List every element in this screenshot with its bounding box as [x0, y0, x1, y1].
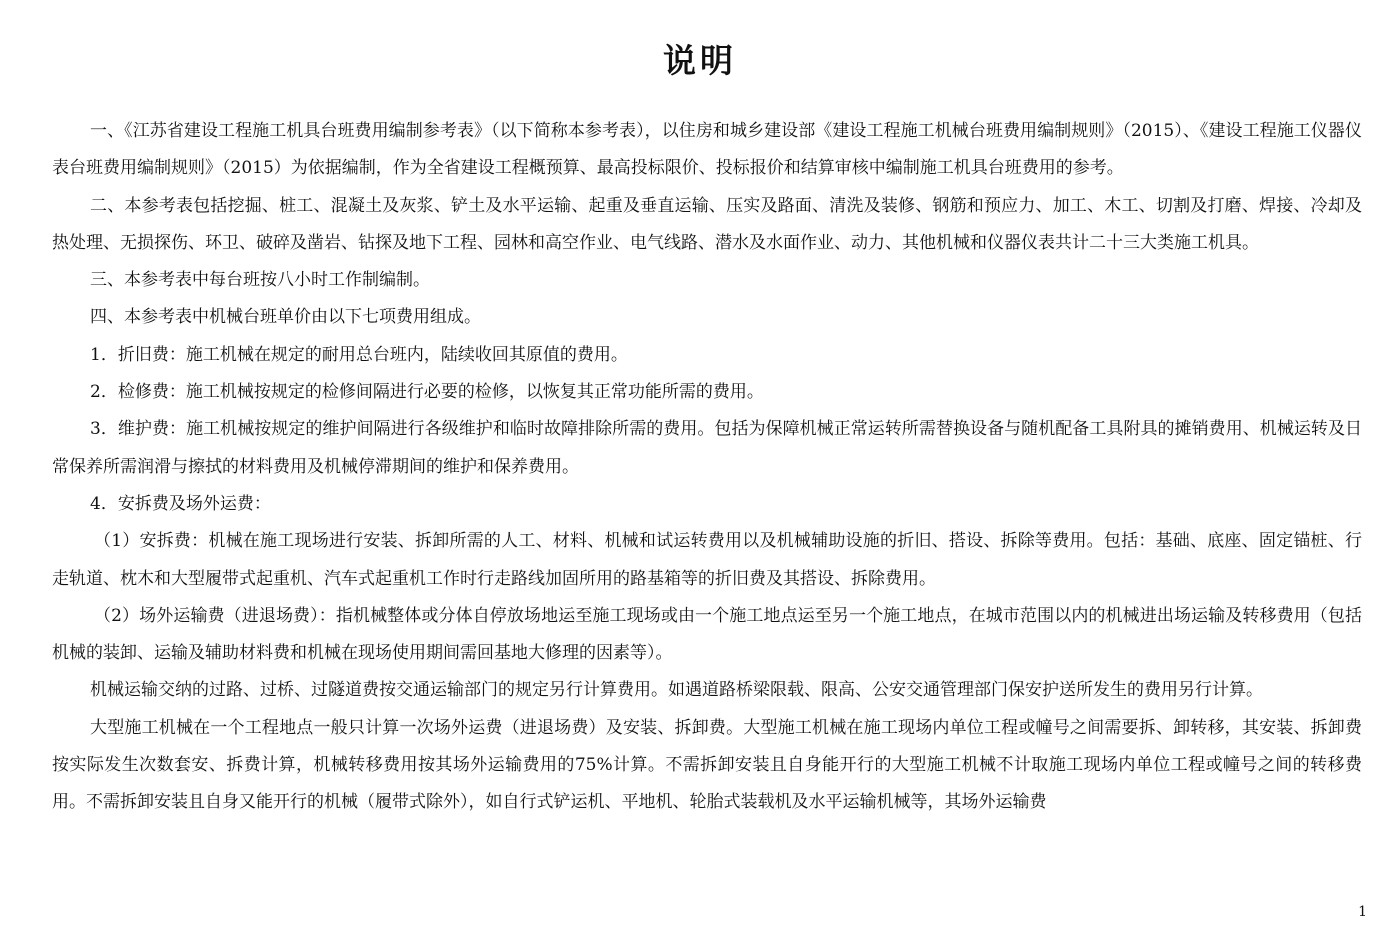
- paragraph-2: 二、本参考表包括挖掘、桩工、混凝土及灰浆、铲土及水平运输、起重及垂直运输、压实及路面、清洗及装修、钢筋和预应力、加工、木工、切割及打磨、焊接、冷却及热处理、无损探伤、环卫、破碎及凿岩、钻探及地下工程、园林和高空作业、电气线路、潜水及水面作业、动力、其他机械和仪器仪表共计二十三大类施工机具。: [52, 195, 1362, 253]
- paragraph-5: 1．折旧费：施工机械在规定的耐用总台班内，陆续收回其原值的费用。: [90, 344, 628, 365]
- document-body: [52, 113, 1362, 822]
- paragraph-8: 4．安拆费及场外运费：: [90, 493, 271, 514]
- paragraph-1: 一、《江苏省建设工程施工机具台班费用编制参考表》（以下简称本参考表），以住房和城乡建设部《建设工程施工机械台班费用编制规则》（2015）、《建设工程施工仪器仪表台班费用编制规则》（2015）为依据编制，作为全省建设工程概预算、最高投标限价、投标报价和结算审核中编制施工机具台班费用的参考。: [52, 121, 1362, 179]
- page-number: 1: [1358, 904, 1367, 920]
- paragraph-12: 大型施工机械在一个工程地点一般只计算一次场外运费（进退场费）及安装、拆卸费。大型施工机械在施工现场内单位工程或幢号之间需要拆、卸转移，其安装、拆卸费按实际发生次数套安、拆费计算，机械转移费用按其场外运输费用的75%计算。不需拆卸安装且自身能开行的大型施工机械不计取施工现场内单位工程或幢号之间的转移费用。不需拆卸安装且自身又能开行的机械（履带式除外），如自行式铲运机、平地机、轮胎式装载机及水平运输机械等，其场外运输费: [52, 717, 1362, 813]
- paragraph-11: 机械运输交纳的过路、过桥、过隧道费按交通运输部门的规定另行计算费用。如遇道路桥梁限载、限高、公安交通管理部门保安护送所发生的费用另行计算。: [90, 680, 1263, 701]
- paragraph-9: （1）安拆费：机械在施工现场进行安装、拆卸所需的人工、材料、机械和试运转费用以及机械辅助设施的折旧、搭设、拆除等费用。包括：基础、底座、固定锚桩、行走轨道、枕木和大型履带式起重机、汽车式起重机工作时行走路线加固所用的路基箱等的折旧费及其搭设、拆除费用。: [52, 531, 1362, 589]
- page-title: 说明: [663, 41, 737, 80]
- paragraph-3: 三、本参考表中每台班按八小时工作制编制。: [90, 270, 430, 291]
- paragraph-10: （2）场外运输费（进退场费）：指机械整体或分体自停放场地运至施工现场或由一个施工地点运至另一个施工地点，在城市范围以内的机械进出场运输及转移费用（包括机械的装卸、运输及辅助材料费和机械在现场使用期间需回基地大修理的因素等）。: [52, 605, 1362, 664]
- paragraph-4: 四、本参考表中机械台班单价由以下七项费用组成。: [90, 307, 481, 328]
- paragraph-7: 3．维护费：施工机械按规定的维护间隔进行各级维护和临时故障排除所需的费用。包括为保障机械正常运转所需替换设备与随机配备工具附具的摊销费用、机械运转及日常保养所需润滑与擦拭的材料费用及机械停滞期间的维护和保养费用。: [52, 419, 1362, 477]
- paragraph-6: 2．检修费：施工机械按规定的检修间隔进行必要的检修，以恢复其正常功能所需的费用。: [90, 382, 764, 403]
